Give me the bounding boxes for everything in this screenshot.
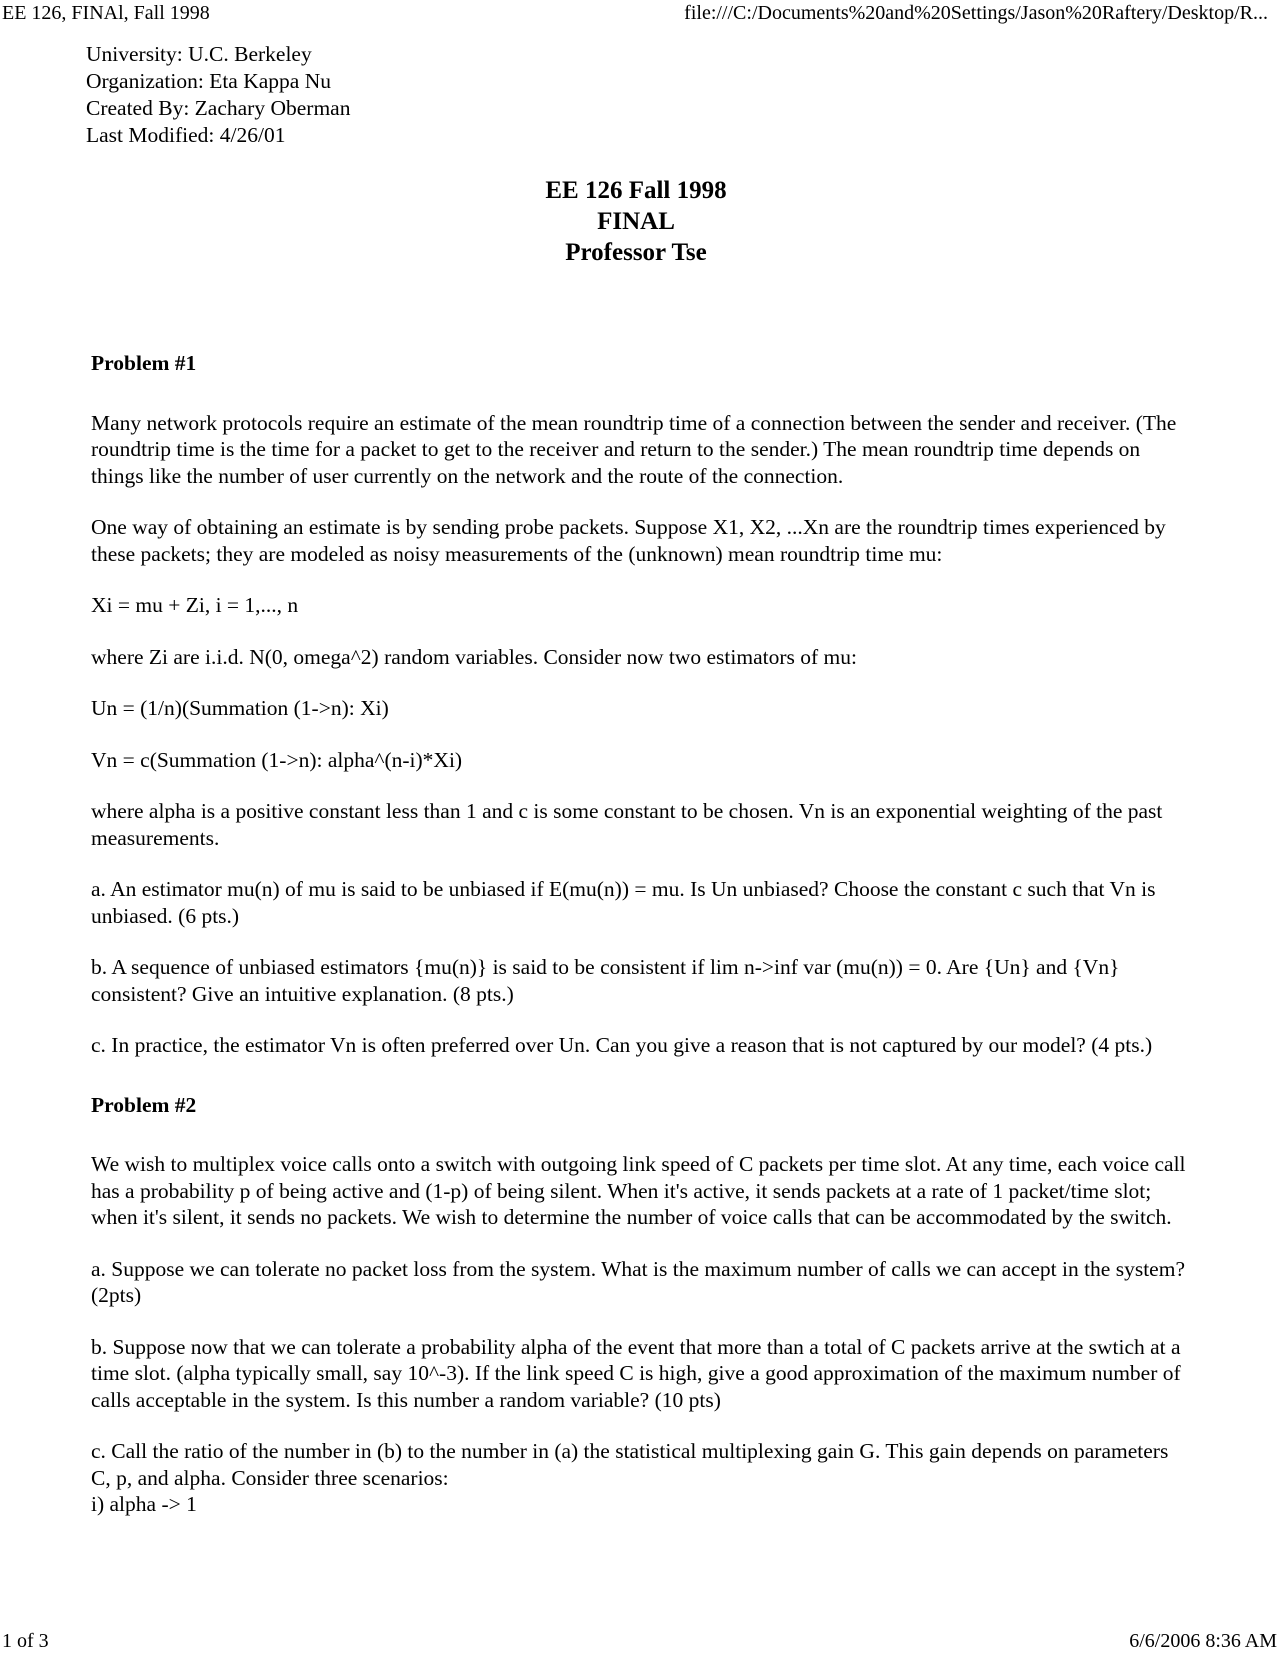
problem-1	[91, 350, 1191, 1059]
problem-1-intro: Many network protocols require an estimate of the mean roundtrip time of a connection between the sender and receiver. (The roundtrip time is the time for a packet to get to the receiver and return to the sender.) The mean roundtrip time depends on things like the number of user currently on the network and the route of the connection.	[91, 410, 1177, 488]
title-professor: Professor Tse	[565, 239, 707, 266]
print-footer-datetime: 6/6/2006 8:36 AM	[1129, 1630, 1277, 1652]
problem-2-part-b: b. Suppose now that we can tolerate a probability alpha of the event that more than a total of C packets arrive at the swtich at a time slot. (alpha typically small, say 10^-3). If the link speed C is high, give a good approximation of the maximum number of calls acceptable in the system. Is this number a random variable? (10 pts)	[91, 1334, 1181, 1412]
problem-2-part-c: c. Call the ratio of the number in (b) to the number in (a) the statistical multiplexing gain G. This gain depends on parameters C, p, and alpha. Consider three scenarios:	[91, 1439, 1169, 1490]
problem-1-part-a: a. An estimator mu(n) of mu is said to be unbiased if E(mu(n)) = mu. Is Un unbiased? Choose the constant c such that Vn is unbiased. (6 pts.)	[91, 877, 1156, 928]
title-exam: FINAL	[597, 208, 675, 235]
problem-2-part-a: a. Suppose we can tolerate no packet loss from the system. What is the maximum number of calls we can accept in the system? (2pts)	[91, 1256, 1185, 1307]
problem-2-heading: Problem #2	[91, 1092, 197, 1117]
problem-1-probe-paragraph: One way of obtaining an estimate is by sending probe packets. Suppose X1, X2, ...Xn are the roundtrip times experienced by these packets; they are modeled as noisy measurements of the (unknown) mean roundtrip time mu:	[91, 515, 1166, 566]
problem-1-model-equation: Xi = mu + Zi, i = 1,..., n	[91, 593, 299, 617]
problem-1-noise-paragraph: where Zi are i.i.d. N(0, omega^2) random variables. Consider now two estimators of mu:	[91, 644, 857, 669]
problem-1-heading: Problem #1	[91, 351, 197, 375]
title-course: EE 126 Fall 1998	[545, 177, 727, 204]
problem-1-part-b: b. A sequence of unbiased estimators {mu(n)} is said to be consistent if lim n->inf var (mu(n)) = 0. Are {Un} and {Vn} consistent? Give an intuitive explanation. (8 pts.)	[91, 955, 1120, 1006]
print-header-title: EE 126, FINAl, Fall 1998	[2, 2, 210, 24]
problem-1-part-c: c. In practice, the estimator Vn is often preferred over Un. Can you give a reason that is not captured by our model? (4 pts.)	[91, 1033, 1153, 1057]
meta-organization: Organization: Eta Kappa Nu	[86, 69, 331, 93]
print-footer-page-count: 1 of 3	[2, 1630, 49, 1652]
meta-created-by: Created By: Zachary Oberman	[86, 96, 351, 120]
problem-2-part-c-scenario-1: i) alpha -> 1	[91, 1492, 197, 1516]
meta-university: University: U.C. Berkeley	[86, 42, 312, 66]
problem-1-alpha-paragraph: where alpha is a positive constant less than 1 and c is some constant to be chosen. Vn is an exponential weighting of the past measurements.	[91, 799, 1163, 850]
problem-2-intro: We wish to multiplex voice calls onto a switch with outgoing link speed of C packets per time slot. At any time, each voice call has a probability p of being active and (1-p) of being silent. When it's active, it sends packets at a rate of 1 packet/time slot; when it's silent, it sends no packets. We wish to determine the number of voice calls that can be accommodated by the switch.	[91, 1152, 1186, 1229]
exam-content	[91, 350, 1191, 1518]
exam-title	[0, 175, 1280, 268]
document-metadata	[86, 41, 350, 149]
problem-2	[91, 1092, 1191, 1518]
problem-1-un-equation: Un = (1/n)(Summation (1->n): Xi)	[91, 696, 389, 720]
meta-last-modified: Last Modified: 4/26/01	[86, 123, 286, 147]
print-header-url: file:///C:/Documents%20and%20Settings/Jason%20Raftery/Desktop/R...	[684, 2, 1268, 24]
problem-1-vn-equation: Vn = c(Summation (1->n): alpha^(n-i)*Xi)	[91, 747, 463, 772]
